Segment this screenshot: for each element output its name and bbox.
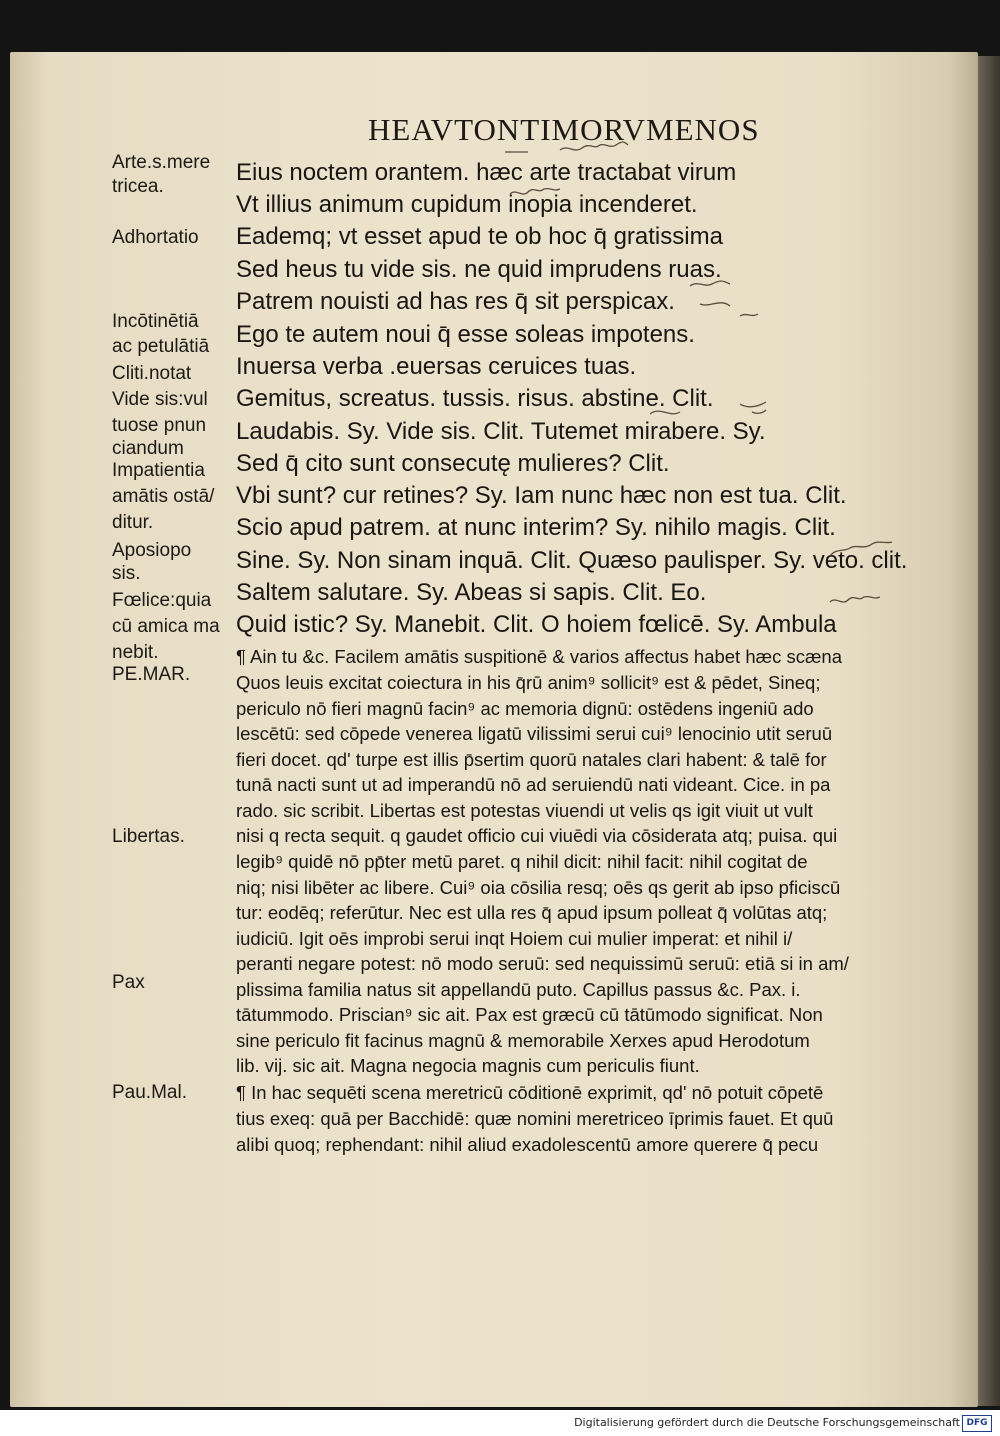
verse-line: Scio apud patrem. at nunc interim? Sy. nihilo magis. Clit. <box>236 514 836 541</box>
dfg-logo: DFG <box>962 1415 992 1432</box>
verse-line: Saltem salutare. Sy. Abeas si sapis. Clit. Eo. <box>236 579 707 606</box>
commentary-line: tātummodo. Priscian⁹ sic ait. Pax est græcū cū tātūmodo significat. Non <box>236 1004 823 1025</box>
margin-gloss: Pax <box>112 972 145 993</box>
handwritten-annotation <box>820 590 920 610</box>
commentary-line: tur: eodēq; referūtur. Nec est ulla res q̄ apud ipsum polleat q̄ volūtas atq; <box>236 902 828 923</box>
commentary-line: iudiciū. Igit oēs improbi serui inqt Hoiem cui mulier imperat: et nihil i/ <box>236 928 793 949</box>
commentary-line: legib⁹ quidē nō pp̄ter metū paret. q nihil dicit: nihil facit: nihil cogitat de <box>236 851 808 872</box>
commentary-line: fieri docet. qd' turpe est illis p̄sertim quorū natales clari habent: & talē for <box>236 749 827 770</box>
margin-gloss: Impatientia <box>112 460 205 481</box>
commentary-line: periculo nō fieri magnū facin⁹ ac memoria dignū: ostēdens ingeniū ado <box>236 698 814 719</box>
margin-gloss: Libertas. <box>112 826 185 847</box>
margin-gloss: PE.MAR. <box>112 664 191 685</box>
commentary-line: tius exeq: quā per Bacchidē: quæ nomini meretriceo īprimis fauet. Et quū <box>236 1108 834 1129</box>
margin-gloss: Adhortatio <box>112 227 199 248</box>
commentary-line: lib. vij. sic ait. Magna negocia magnis cum periculis fiunt. <box>236 1055 700 1076</box>
verse-line: Vbi sunt? cur retines? Sy. Iam nunc hæc non est tua. Clit. <box>236 482 847 509</box>
funding-credit: Digitalisierung gefördert durch die Deutsche Forschungsgemeinschaft <box>574 1416 960 1429</box>
verse-line: Sed q̄ cito sunt consecutę mulieres? Clit. <box>236 450 670 477</box>
commentary-line: niq; nisi libēter ac libere. Cui⁹ oia cōsilia resq; oēs qs gerit ab ipso pficiscū <box>236 877 841 898</box>
margin-gloss: tuose pnun <box>112 415 207 436</box>
facing-page-edge <box>978 56 1000 1406</box>
commentary-line: ¶ Ain tu &c. Facilem amātis suspitionē & varios affectus habet hæc scæna <box>236 646 842 667</box>
verse-line: Sine. Sy. Non sinam inquā. Clit. Quæso paulisper. Sy. veto. clit. <box>236 547 908 574</box>
verse-line: Vt illius animum cupidum inopia incenderet. <box>236 191 698 218</box>
handwritten-annotation <box>505 184 625 200</box>
commentary-line: Quos leuis excitat coiectura in his q̄rū anim⁹ sollicit⁹ est & pēdet, Sineq; <box>236 672 821 693</box>
margin-gloss: nebit. <box>112 642 159 663</box>
handwritten-annotation <box>820 530 930 570</box>
verse-line: Eius noctem orantem. hæc arte tractabat virum <box>236 159 737 186</box>
verse-line: Inuersa verba .euersas ceruices tuas. <box>236 353 637 380</box>
margin-gloss: Aposiopo <box>112 540 192 561</box>
commentary-line: nisi q recta sequit. q gaudet officio cui viuēdi via cōsiderata atq; puisa. qui <box>236 825 838 846</box>
commentary-line: sine periculo fit facinus magnū & memorabile Xerxes apud Herodotum <box>236 1030 810 1051</box>
margin-gloss: ditur. <box>112 512 154 533</box>
margin-gloss: Vide sis:vul <box>112 389 208 410</box>
commentary-line: alibi quoq; rephendant: nihil aliud exadolescentū amore querere q̄ pecu <box>236 1134 819 1155</box>
handwritten-annotation <box>500 140 700 160</box>
margin-gloss: Incōtinētiā <box>112 311 199 332</box>
commentary-line: plissima familia natus sit appellandū puto. Capillus passus &c. Pax. i. <box>236 979 801 1000</box>
margin-gloss: Fœlice:quia <box>112 590 212 611</box>
verse-line: Quid istic? Sy. Manebit. Clit. O hoiem fœlicē. Sy. Ambula <box>236 611 837 638</box>
margin-gloss: sis. <box>112 563 141 584</box>
verse-line: Sed heus tu vide sis. ne quid imprudens ruas. <box>236 256 722 283</box>
commentary-line: ¶ In hac sequēti scena meretricū cōditionē exprimit, qd' nō potuit cōpetē <box>236 1082 824 1103</box>
footer-bar <box>0 1410 1000 1436</box>
margin-gloss: cū amica ma <box>112 616 220 637</box>
margin-gloss: amātis ostā/ <box>112 486 215 507</box>
commentary-line: tunā nacti sunt ut ad imperandū nō ad seruiendū nati videant. Cice. in pa <box>236 774 831 795</box>
commentary-line: rado. sic scribit. Libertas est potestas viuendi ut velis qs igit viuit ut vult <box>236 800 813 821</box>
margin-gloss: Pau.Mal. <box>112 1082 187 1103</box>
verse-line: Eademq; vt esset apud te ob hoc q̄ gratissima <box>236 223 723 250</box>
handwritten-annotation <box>640 392 780 422</box>
handwritten-annotation <box>680 268 780 328</box>
margin-gloss: tricea. <box>112 176 164 197</box>
running-head: HEAVTONTIMORVMENOS <box>368 112 760 147</box>
commentary-line: peranti negare potest: nō modo seruū: sed nequissimū seruū: etiā si in am/ <box>236 953 849 974</box>
verse-line: Ego te autem noui q̄ esse soleas impotens. <box>236 321 695 348</box>
margin-gloss: Arte.s.mere <box>112 152 211 173</box>
verse-line: Laudabis. Sy. Vide sis. Clit. Tutemet mirabere. Sy. <box>236 418 766 445</box>
verse-line: Patrem nouisti ad has res q̄ sit perspicax. <box>236 288 675 315</box>
verse-line: Gemitus, screatus. tussis. risus. abstine. Clit. <box>236 385 714 412</box>
commentary-line: lescētū: sed cōpede venerea ligatū vilissimi serui cui⁹ lenocinio utit seruū <box>236 723 833 744</box>
margin-gloss: Cliti.notat <box>112 363 192 384</box>
margin-gloss: ciandum <box>112 438 184 459</box>
margin-gloss: ac petulātiā <box>112 336 210 357</box>
